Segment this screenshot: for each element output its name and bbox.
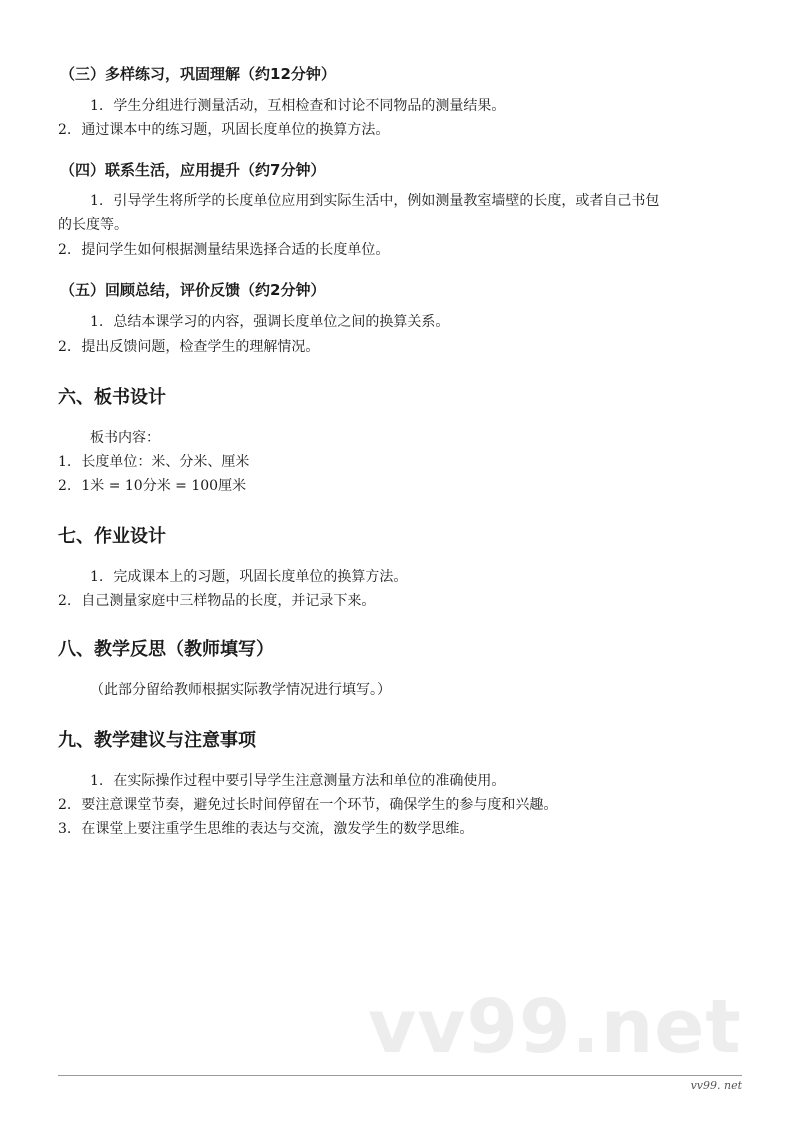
suggestions-item-3 xyxy=(58,819,473,839)
application-item-1-continued: 的长度等。 xyxy=(58,217,128,233)
list-text: 通过课本中的练习题，巩固长度单位的换算方法。 xyxy=(81,122,390,138)
list-number: 1. xyxy=(90,569,104,585)
application-heading: （四）联系生活，应用提升（约7分钟） xyxy=(60,161,326,179)
practice-heading: （三）多样练习，巩固理解（约12分钟） xyxy=(60,65,336,83)
list-number: 2. xyxy=(58,797,72,813)
reflection-heading: 八、教学反思（教师填写） xyxy=(58,639,274,660)
list-text: 学生分组进行测量活动，互相检查和讨论不同物品的测量结果。 xyxy=(113,98,506,114)
list-text: 在实际操作过程中要引导学生注意测量方法和单位的准确使用。 xyxy=(113,773,506,789)
list-text: 引导学生将所学的长度单位应用到实际生活中，例如测量教室墙壁的长度，或者自己书包 xyxy=(113,193,660,209)
list-text: 总结本课学习的内容，强调长度单位之间的换算关系。 xyxy=(113,314,450,330)
practice-item-1 xyxy=(90,96,505,116)
board-item-2 xyxy=(58,476,246,496)
reflection-note: （此部分留给教师根据实际教学情况进行填写。） xyxy=(90,682,391,698)
list-number: 1. xyxy=(58,454,72,470)
board-heading: 六、板书设计 xyxy=(58,387,166,408)
list-text: 提出反馈问题，检查学生的理解情况。 xyxy=(81,339,320,355)
list-number: 1. xyxy=(90,193,104,209)
application-item-1 xyxy=(90,191,659,211)
board-item-1 xyxy=(58,452,249,472)
watermark: vv99.net xyxy=(368,984,742,1070)
review-item-1 xyxy=(90,312,449,332)
footer-divider xyxy=(58,1075,742,1076)
footer-site: vv99. net xyxy=(690,1079,742,1092)
list-number: 2. xyxy=(58,478,72,494)
list-number: 1. xyxy=(90,314,104,330)
list-text: 在课堂上要注重学生思维的表达与交流，激发学生的数学思维。 xyxy=(81,821,474,837)
list-text: 自己测量家庭中三样物品的长度，并记录下来。 xyxy=(81,593,376,609)
list-number: 2. xyxy=(58,593,72,609)
homework-item-2 xyxy=(58,591,375,611)
list-number: 2. xyxy=(58,242,72,258)
suggestions-item-1 xyxy=(90,771,505,791)
list-number: 2. xyxy=(58,122,72,138)
list-text: 完成课本上的习题，巩固长度单位的换算方法。 xyxy=(113,569,408,585)
list-number: 3. xyxy=(58,821,72,837)
list-number: 1. xyxy=(90,773,104,789)
list-text: 1米 = 10分米 = 100厘米 xyxy=(81,478,247,494)
list-text: 长度单位：米、分米、厘米 xyxy=(81,454,250,470)
practice-item-2 xyxy=(58,120,389,140)
list-number: 1. xyxy=(90,98,104,114)
application-item-2 xyxy=(58,240,389,260)
homework-heading: 七、作业设计 xyxy=(58,526,166,547)
list-text: 提问学生如何根据测量结果选择合适的长度单位。 xyxy=(81,242,390,258)
suggestions-heading: 九、教学建议与注意事项 xyxy=(58,730,256,751)
review-heading: （五）回顾总结，评价反馈（约2分钟） xyxy=(60,281,326,299)
list-text: 要注意课堂节奏，避免过长时间停留在一个环节，确保学生的参与度和兴趣。 xyxy=(81,797,558,813)
review-item-2 xyxy=(58,337,319,357)
suggestions-item-2 xyxy=(58,795,557,815)
list-number: 2. xyxy=(58,339,72,355)
homework-item-1 xyxy=(90,567,407,587)
board-intro: 板书内容： xyxy=(90,430,160,446)
